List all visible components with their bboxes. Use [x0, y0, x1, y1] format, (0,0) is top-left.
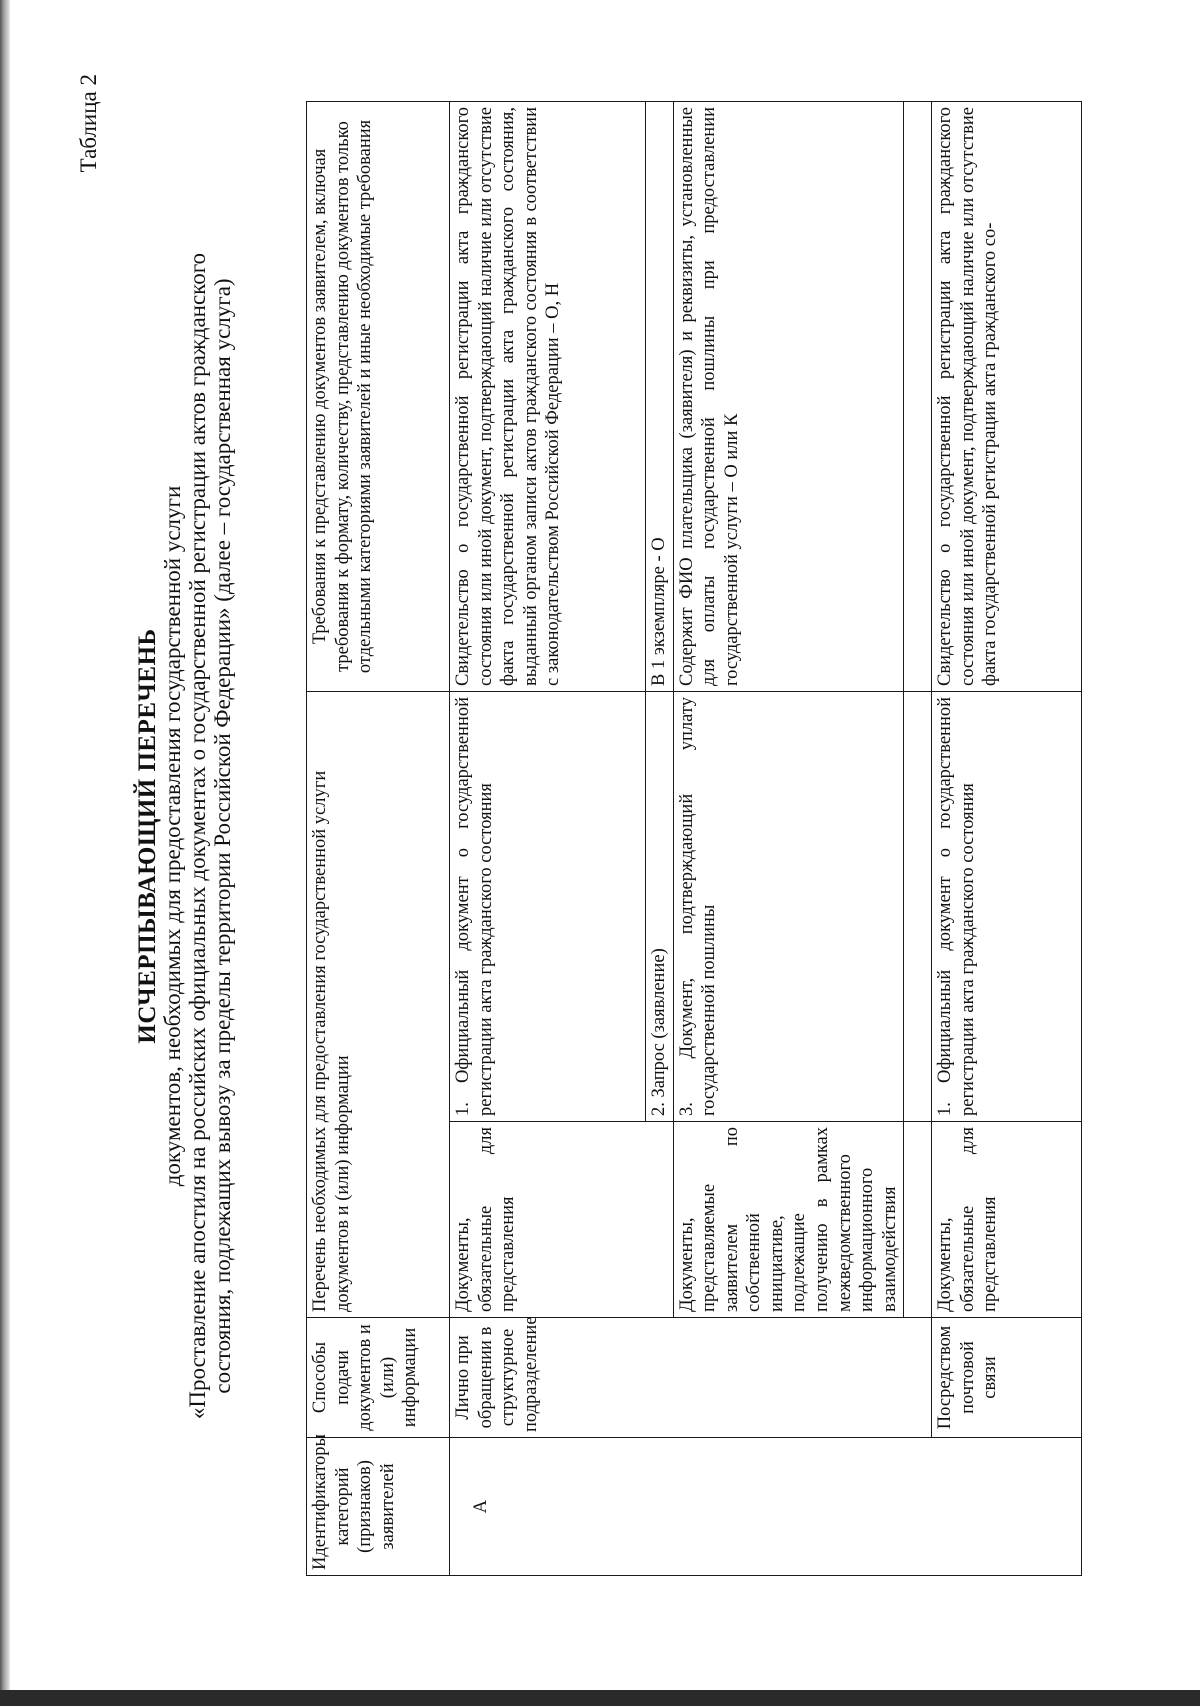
category-cell: А — [450, 1438, 1082, 1576]
empty-cell — [904, 102, 932, 692]
header-applicant-category: Идентификаторы категорий (признаков) заявителей — [307, 1438, 450, 1576]
document-heading — [134, 56, 235, 1616]
method-cell-personal: Лично при обращении в структурное подразделение — [450, 1318, 932, 1438]
document-cell: 1. Официальный документ о государственной регистрации акта гражданского состояния — [450, 692, 646, 1122]
table-number: Таблица 2 — [76, 74, 101, 173]
method-cell-post: Посредством почтовой связи — [932, 1318, 1082, 1438]
empty-cell — [904, 1122, 932, 1318]
scan-left-edge — [0, 0, 10, 1690]
requirement-cell: В 1 экземпляре - О — [646, 102, 674, 692]
requirement-cell: Содержит ФИО плательщика (заявителя) и реквизиты, установленные для оплаты государственной пошлины при предоставлении государственной услуги – О или К — [673, 102, 904, 692]
header-requirements: Требования к представлению документов заявителем, включая требования к формату, количеству, представлению документов только отдельными категориями заявителей и иные необходимые требования — [307, 102, 450, 692]
document-subtitle-line: документов, необходимых для предоставления государственной услуги — [160, 485, 185, 1187]
table-row — [932, 102, 1082, 1576]
document-subtitle-line: состояния, подлежащих вывозу за пределы территории Российской Федерации» (далее – государственная услуга) — [209, 278, 235, 1394]
requirement-cell: Свидетельство о государственной регистрации акта гражданского состояния или иной документ, подтверждающий наличие или отсутствие факта государственной регистрации акта гражданского со- — [932, 102, 1082, 692]
scan-bottom-band — [0, 1690, 1200, 1706]
document-cell: 3. Документ, подтверждающий уплату государственной пошлины — [673, 692, 904, 1122]
document-page — [48, 56, 1098, 1616]
group-cell-own-initiative: Документы, представляемые заявителем по собственной инициативе, подлежащие получению в рамках межведомственного информационного взаимодействия — [673, 1122, 904, 1318]
table-row — [450, 102, 646, 1576]
document-title: ИСЧЕРПЫВАЮЩИЙ ПЕРЕЧЕНЬ — [134, 628, 161, 1044]
document-subtitle-line: «Проставление апостиля на российских официальных документах о государственной регистрации актов гражданского — [184, 252, 210, 1420]
requirement-cell: Свидетельство о государственной регистрации акта гражданского состояния или иной документ, подтверждающий наличие или отсутствие факта государственной регистрации акта гражданского состояния, выданный органом записи актов гражданского состояния в соответствии с законодательством Российской Федерации – О, Н — [450, 102, 646, 692]
header-submission-method: Способы подачи документов и (или) информации — [307, 1318, 450, 1438]
group-cell-mandatory: Документы, обязательные для представления — [450, 1122, 674, 1318]
empty-cell — [904, 692, 932, 1122]
table-header-row — [307, 102, 450, 1576]
header-documents-list: Перечень необходимых для предоставления государственной услуги документов и (или) информации — [307, 692, 450, 1318]
document-cell: 2. Запрос (заявление) — [646, 692, 674, 1122]
documents-table — [306, 101, 1082, 1576]
document-cell: 1. Официальный документ о государственной регистрации акта гражданского состояния — [932, 692, 1082, 1122]
group-cell-mandatory: Документы, обязательные для представления — [932, 1122, 1082, 1318]
